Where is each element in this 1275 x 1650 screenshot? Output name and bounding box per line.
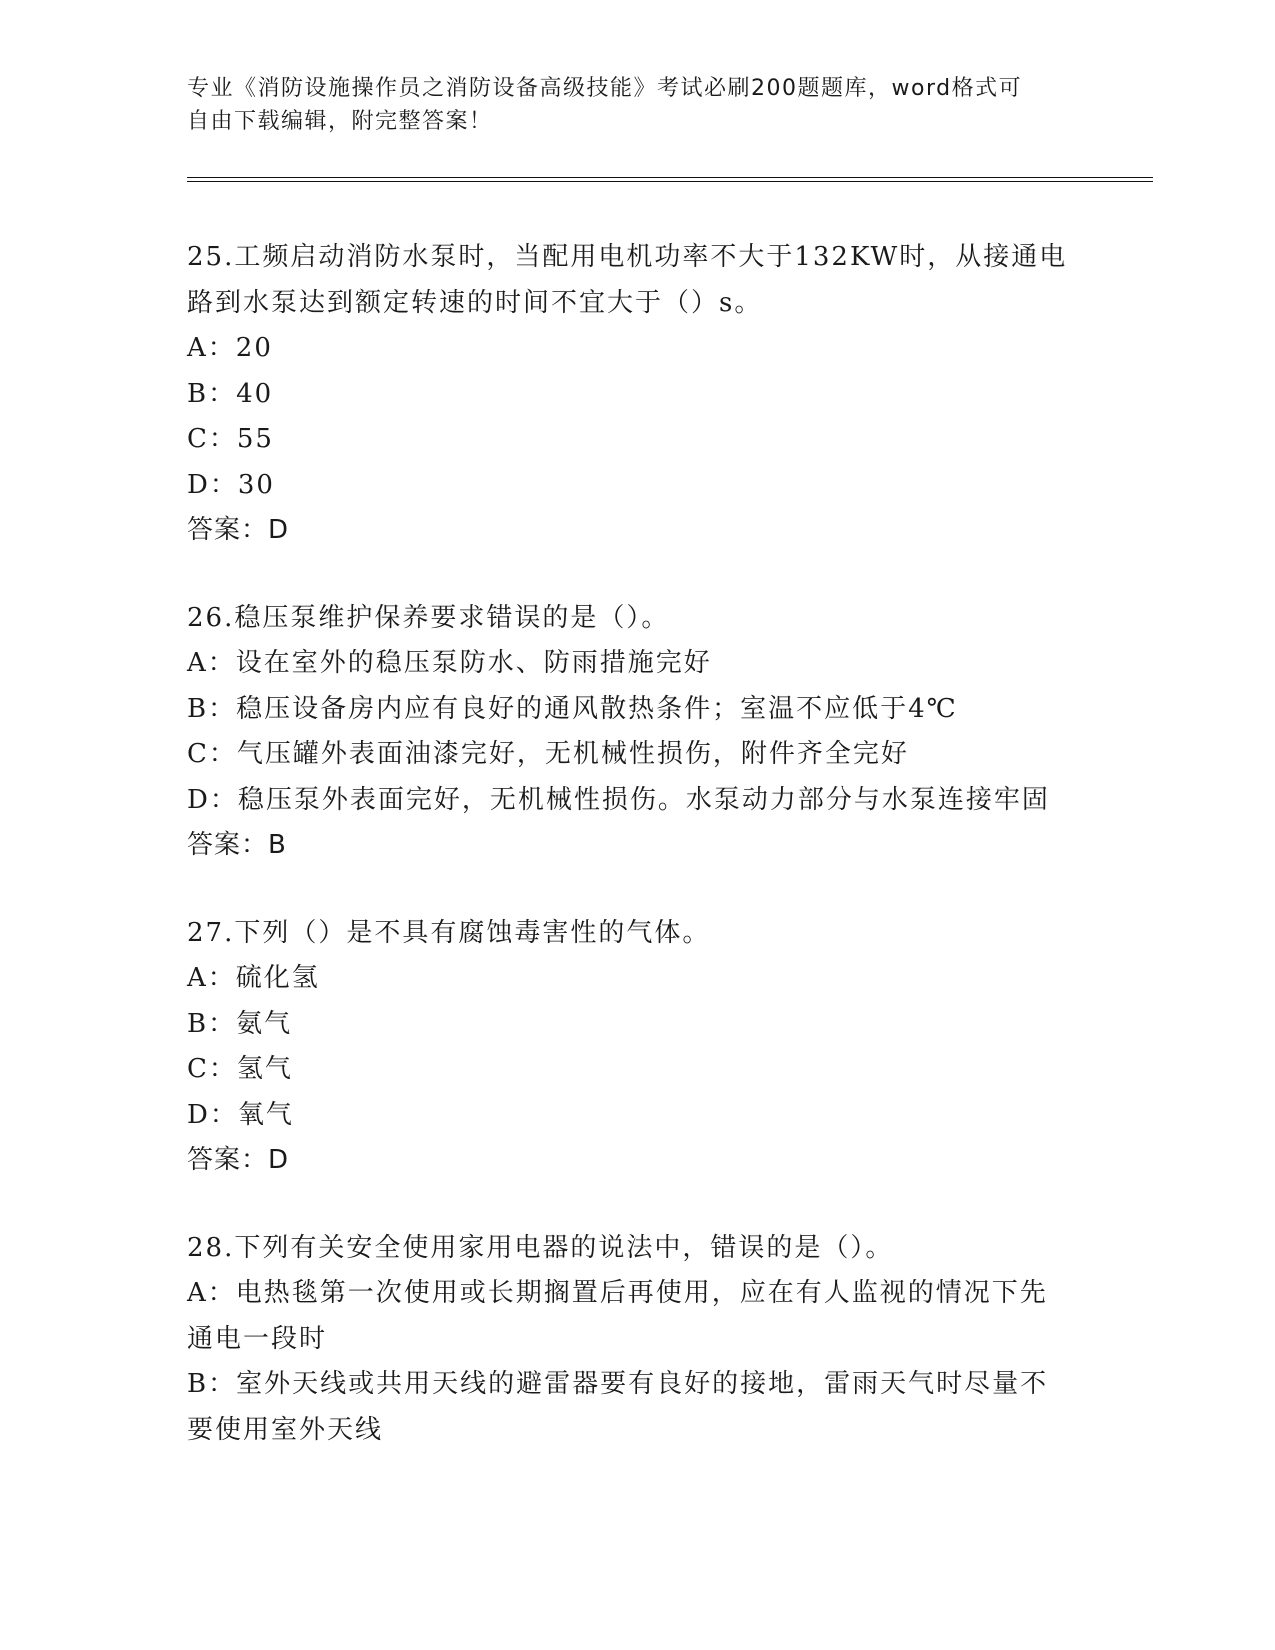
option-b: B：40 [187,378,274,409]
option-d: D：30 [187,469,275,500]
option-a: A：设在室外的稳压泵防水、防雨措施完好 [187,648,712,678]
header-divider [187,177,1153,182]
answer: 答案：D [187,515,290,545]
header-line-2: 自由下载编辑，附完整答案！ [187,109,493,134]
question-stem: 27.下列（）是不具有腐蚀毒害性的气体。 [187,917,711,948]
answer: 答案：B [187,830,287,860]
document-header [187,72,1087,138]
option-b: B：室外天线或共用天线的避雷器要有良好的接地，雷雨天气时尽量不 [187,1369,1049,1399]
option-a: A：硫化氢 [187,963,320,993]
option-d: D：氧气 [187,1099,294,1130]
option-c: C：55 [187,424,274,454]
question-list [187,235,1087,1495]
question-28 [187,1226,1087,1454]
question-stem: 25.工频启动消防水泵时，当配用电机功率不大于132KW时，从接通电 [187,242,1068,272]
question-stem: 26.稳压泵维护保养要求错误的是（）。 [187,602,670,633]
option-b-continued: 要使用室外天线 [187,1414,384,1445]
question-stem: 路到水泵达到额定转速的时间不宜大于（）s。 [187,287,763,318]
option-a: A：20 [187,333,273,363]
option-c: C：氢气 [187,1054,293,1084]
question-25 [187,235,1087,554]
question-stem: 28.下列有关安全使用家用电器的说法中，错误的是（）。 [187,1232,894,1263]
option-d: D：稳压泵外表面完好，无机械性损伤。水泵动力部分与水泵连接牢固 [187,784,1050,815]
option-a: A：电热毯第一次使用或长期搁置后再使用，应在有人监视的情况下先 [187,1278,1048,1308]
answer: 答案：D [187,1145,290,1175]
option-b: B：氨气 [187,1008,293,1039]
option-a-continued: 通电一段时 [187,1323,328,1354]
question-27 [187,911,1087,1184]
option-b: B：稳压设备房内应有良好的通风散热条件；室温不应低于4℃ [187,693,958,724]
option-c: C：气压罐外表面油漆完好，无机械性损伤，附件齐全完好 [187,739,909,769]
header-line-1: 专业《消防设施操作员之消防设备高级技能》考试必刷200题题库，word格式可 [187,76,1023,101]
question-26 [187,596,1087,869]
